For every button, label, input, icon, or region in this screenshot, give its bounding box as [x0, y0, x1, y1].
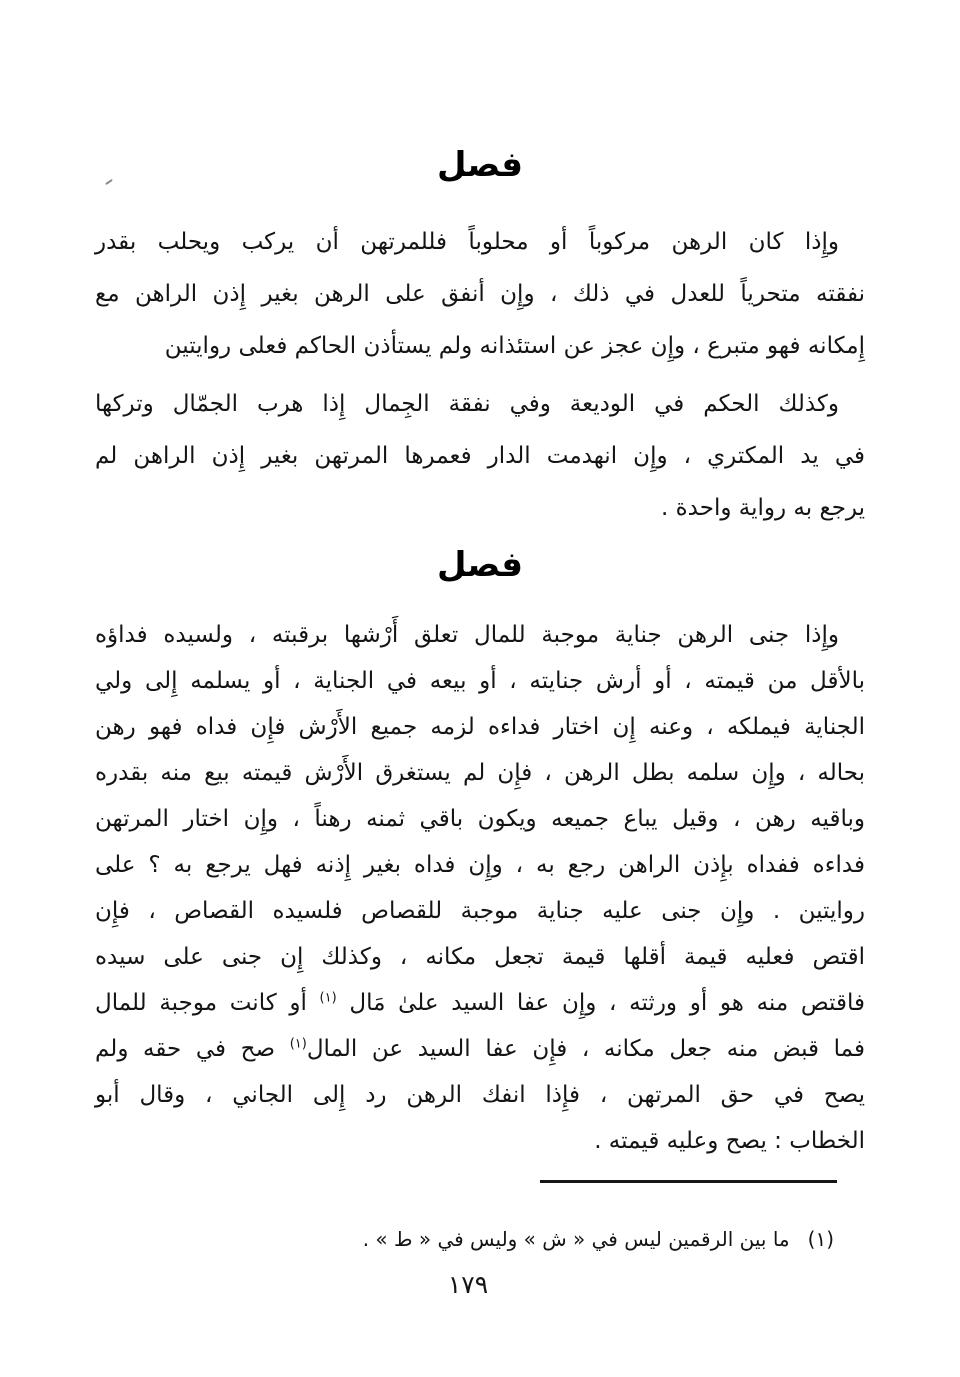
text-line: الخطاب : يصح وعليه قيمته . [594, 1128, 865, 1154]
text-line: روايتين . وإِن جنى عليه جناية موجبة للقصاص فلسيده القصاص ، فإِن [95, 898, 865, 924]
section-heading: فصل [436, 545, 524, 585]
section-heading: فصل [436, 145, 524, 185]
text-line: نفقته متحرياً للعدل في ذلك ، وإِن أنفق على الرهن بغير إِذن الراهن مع [95, 281, 865, 307]
footnote-reference: (١) [319, 990, 337, 1006]
text-line: الجناية فيملكه ، وعنه إِن اختار فداءه لزمه جميع الأَرْش فإِن فداه فهو رهن [95, 714, 865, 740]
text-line: وكذلك الحكم في الوديعة وفي نفقة الجِمال إِذا هرب الجمّال وتركها [95, 391, 839, 417]
text-line: في يد المكتري ، وإِن انهدمت الدار فعمرها المرتهن بغير إِذن الراهن لم [95, 443, 865, 469]
text-line: وإِذا كان الرهن مركوباً أو محلوباً فللمرتهن أن يركب ويحلب بقدر [95, 229, 839, 255]
paragraph [95, 216, 865, 372]
text-line: اقتص فعليه قيمة أقلها قيمة تجعل مكانه ، وكذلك إِن جنى على سيده [95, 944, 865, 970]
text-line: وإِذا جنى الرهن جناية موجبة للمال تعلق أَرْشها برقبته ، ولسيده فداؤه [95, 622, 839, 648]
footnote-marker: (١) [807, 1227, 834, 1251]
text-line: فما قبض منه جعل مكانه ، فإِن عفا السيد عن المال$^{(١)}$ صح في حقه ولم [95, 1036, 865, 1062]
page-number: ١٧٩ [447, 1270, 489, 1299]
section [95, 140, 865, 534]
paragraph [95, 612, 865, 1164]
footnote [100, 1221, 834, 1257]
section [95, 540, 865, 1164]
text-line: إِمكانه فهو متبرع ، وإِن عجز عن استئذانه ولم يستأذن الحاكم فعلى روايتين [164, 333, 865, 359]
text-line: فاقتص منه هو أو ورثته ، وإِن عفا السيد علىٰ مَال $^{(١)}$ أو كانت موجبة للمال [95, 990, 865, 1016]
page-body [95, 0, 865, 1164]
text-line: وباقيه رهن ، وقيل يباع جميعه ويكون باقي ثمنه رهناً ، وإِن اختار المرتهن [95, 806, 865, 832]
text-line: يصح في حق المرتهن ، فإِذا انفك الرهن رد إِلى الجاني ، وقال أبو [95, 1082, 865, 1108]
text-line: بالأقل من قيمته ، أو أرش جنايته ، أو بيعه في الجناية ، أو يسلمه إِلى ولي [95, 668, 865, 694]
footnote-reference: (١) [289, 1036, 307, 1052]
paragraph [95, 378, 865, 534]
footnote-separator-rule [540, 1180, 837, 1183]
text-line: بحاله ، وإِن سلمه بطل الرهن ، فإِن لم يستغرق الأَرْش قيمته بيع منه بقدره [95, 760, 865, 786]
text-line: يرجع به رواية واحدة . [660, 495, 865, 521]
text-line: فداءه ففداه بإِذن الراهن رجع به ، وإِن فداه بغير إِذنه فهل يرجع به ؟ على [95, 852, 865, 878]
footnote-text: ما بين الرقمين ليس في « ش » وليس في « ط » . [362, 1227, 790, 1251]
